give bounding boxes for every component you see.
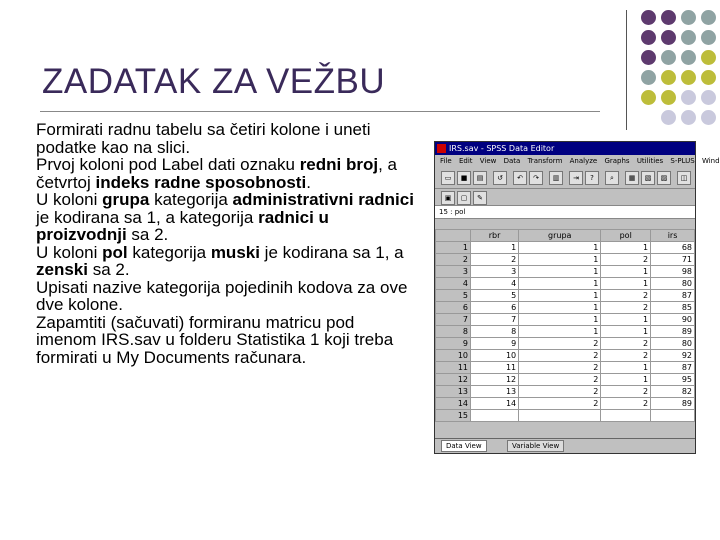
dot	[701, 110, 716, 125]
redo-icon[interactable]: ↷	[529, 171, 543, 185]
bold-text: pol	[102, 242, 128, 262]
paragraph	[36, 279, 416, 314]
data-grid	[435, 229, 695, 422]
data-cell[interactable]: 2	[601, 254, 651, 266]
data-cell[interactable]: 5	[471, 290, 519, 302]
data-cell[interactable]: 2	[519, 398, 601, 410]
row-number[interactable]: 5	[436, 290, 471, 302]
table-row	[436, 326, 695, 338]
text: , a četvrtoj	[36, 155, 397, 192]
data-cell[interactable]: 7	[471, 314, 519, 326]
goto-chart-icon[interactable]: ▥	[549, 171, 563, 185]
row-number[interactable]: 3	[436, 266, 471, 278]
find-icon[interactable]: ⌕	[605, 171, 619, 185]
table-row	[436, 290, 695, 302]
slide-body	[36, 121, 416, 366]
data-cell[interactable]: 11	[471, 362, 519, 374]
text: kategorija	[149, 190, 233, 209]
dot	[661, 110, 676, 125]
data-cell[interactable]: 1	[601, 278, 651, 290]
dot	[701, 90, 716, 105]
bold-text: muski	[210, 242, 260, 262]
table-row	[436, 398, 695, 410]
split-file-icon[interactable]: ▨	[657, 171, 671, 185]
menu-file[interactable]: File	[440, 157, 452, 165]
data-cell[interactable]: 12	[471, 374, 519, 386]
menu-graphs[interactable]: Graphs	[604, 157, 630, 165]
data-cell[interactable]	[601, 410, 651, 422]
data-cell[interactable]: 1	[519, 278, 601, 290]
data-cell[interactable]: 87	[651, 290, 695, 302]
table-row	[436, 338, 695, 350]
paragraph	[36, 191, 416, 244]
menu-bar	[435, 155, 720, 168]
insert-case-icon[interactable]: ▦	[625, 171, 639, 185]
data-cell[interactable]: 2	[601, 338, 651, 350]
value-labels-icon[interactable]: ◫	[677, 171, 691, 185]
dot	[701, 30, 716, 45]
text: je kodirana sa 1, a	[259, 242, 404, 262]
data-cell[interactable]: 1	[601, 314, 651, 326]
print-icon[interactable]: ▤	[473, 171, 487, 185]
row-number[interactable]: 6	[436, 302, 471, 314]
variables-icon[interactable]: ?	[585, 171, 599, 185]
data-cell[interactable]: 1	[519, 326, 601, 338]
data-cell[interactable]	[651, 410, 695, 422]
text: U koloni	[36, 242, 103, 262]
data-cell[interactable]: 6	[471, 302, 519, 314]
table-row	[436, 362, 695, 374]
row-number[interactable]: 2	[436, 254, 471, 266]
window-title: IRS.sav - SPSS Data Editor	[449, 144, 555, 153]
text: sa 2.	[87, 260, 130, 279]
text: .	[306, 172, 311, 192]
data-cell[interactable]: 89	[651, 398, 695, 410]
goto-case-icon[interactable]: ⇥	[569, 171, 583, 185]
dot	[641, 50, 656, 65]
toolbar-secondary	[435, 189, 695, 206]
dot	[681, 90, 696, 105]
row-number[interactable]: 9	[436, 338, 471, 350]
dot	[681, 30, 696, 45]
insert-variable-icon[interactable]: ▧	[641, 171, 655, 185]
data-cell[interactable]: 2	[601, 386, 651, 398]
dot	[661, 50, 676, 65]
data-cell[interactable]: 2	[519, 374, 601, 386]
text: U koloni	[36, 190, 103, 209]
dialog-recall-icon[interactable]: ↺	[493, 171, 507, 185]
show-all-icon[interactable]: ▢	[457, 191, 471, 205]
bold-text: grupa	[102, 190, 150, 209]
data-cell[interactable]: 1	[601, 266, 651, 278]
column-header-grupa[interactable]: grupa	[519, 230, 601, 242]
column-header-irs[interactable]: irs	[651, 230, 695, 242]
text: je kodirana sa 1, a kategorija	[36, 207, 259, 227]
use-sets-icon[interactable]: ▣	[441, 191, 455, 205]
table-row	[436, 242, 695, 254]
data-cell[interactable]: 98	[651, 266, 695, 278]
bold-text: administrativni radnici	[232, 190, 414, 209]
open-icon[interactable]: ▭	[441, 171, 455, 185]
dot	[701, 70, 716, 85]
table-row	[436, 314, 695, 326]
undo-icon[interactable]: ↶	[513, 171, 527, 185]
data-cell[interactable]: 71	[651, 254, 695, 266]
data-cell[interactable]: 82	[651, 386, 695, 398]
row-number[interactable]: 15	[436, 410, 471, 422]
text: Upisati nazive kategorija pojedinih kodova za ove dve kolone.	[36, 277, 408, 314]
save-icon[interactable]: ■	[457, 171, 471, 185]
data-cell[interactable]: 89	[651, 326, 695, 338]
dot	[661, 30, 676, 45]
data-cell[interactable]: 2	[601, 290, 651, 302]
data-cell[interactable]	[519, 410, 601, 422]
data-cell[interactable]: 1	[519, 266, 601, 278]
table-row	[436, 302, 695, 314]
slide-title: ZADATAK ZA VEŽBU	[42, 62, 386, 101]
data-cell[interactable]: 10	[471, 350, 519, 362]
bold-text: radnici u proizvodnji	[36, 207, 329, 244]
dot	[661, 10, 676, 25]
row-number[interactable]: 11	[436, 362, 471, 374]
row-number[interactable]: 13	[436, 386, 471, 398]
data-cell[interactable]: 1	[519, 314, 601, 326]
row-number[interactable]: 10	[436, 350, 471, 362]
text: sa 2.	[126, 225, 169, 244]
data-cell[interactable]: 1	[519, 242, 601, 254]
menu-transform[interactable]: Transform	[527, 157, 563, 165]
table-row	[436, 386, 695, 398]
dot	[701, 50, 716, 65]
app-icon	[437, 144, 446, 153]
spell-icon[interactable]: ✎	[473, 191, 487, 205]
dot	[681, 10, 696, 25]
data-cell[interactable]: 68	[651, 242, 695, 254]
dot	[661, 90, 676, 105]
column-header-pol[interactable]: pol	[601, 230, 651, 242]
data-cell[interactable]: 8	[471, 326, 519, 338]
dot	[681, 110, 696, 125]
menu-splus[interactable]: S-PLUS	[670, 157, 695, 165]
table-row	[436, 278, 695, 290]
dot	[661, 70, 676, 85]
row-number[interactable]: 1	[436, 242, 471, 254]
data-cell[interactable]: 95	[651, 374, 695, 386]
spss-window	[434, 141, 720, 454]
dot	[641, 90, 656, 105]
dot	[641, 30, 656, 45]
data-cell[interactable]: 1	[519, 302, 601, 314]
menu-view[interactable]: View	[479, 157, 497, 165]
data-cell[interactable]: 1	[601, 242, 651, 254]
menu-data[interactable]: Data	[503, 157, 521, 165]
table-row	[436, 410, 695, 422]
text: Formirati radnu tabelu sa četiri kolone i uneti podatke kao na slici.	[36, 120, 371, 157]
data-cell[interactable]: 1	[601, 362, 651, 374]
data-cell[interactable]	[471, 410, 519, 422]
data-cell[interactable]: 80	[651, 278, 695, 290]
text: kategorija	[127, 242, 211, 262]
dot	[681, 70, 696, 85]
data-cell[interactable]: 2	[601, 398, 651, 410]
paragraph	[36, 156, 416, 191]
divider-horizontal	[40, 111, 600, 112]
divider-vertical	[626, 10, 627, 130]
data-cell[interactable]: 2	[601, 350, 651, 362]
table-row	[436, 374, 695, 386]
menu-edit[interactable]: Edit	[458, 157, 473, 165]
paragraph	[36, 244, 416, 279]
text: Zapamtiti (sačuvati) formiranu matricu pod imenom IRS.sav u folderu Statistika 1 koji treba formirati u My Documents računara.	[36, 312, 394, 367]
data-cell[interactable]: 92	[651, 350, 695, 362]
data-cell[interactable]: 80	[651, 338, 695, 350]
data-cell[interactable]: 1	[601, 326, 651, 338]
tab-data-view[interactable]: Data View	[441, 440, 487, 452]
data-cell[interactable]: 1	[601, 374, 651, 386]
data-cell[interactable]: 2	[519, 350, 601, 362]
bold-text: redni broj	[299, 155, 379, 174]
data-cell[interactable]: 1	[471, 242, 519, 254]
row-number[interactable]: 14	[436, 398, 471, 410]
data-cell[interactable]: 14	[471, 398, 519, 410]
grid-body	[436, 242, 695, 422]
data-cell[interactable]: 2	[471, 254, 519, 266]
data-cell[interactable]: 1	[519, 290, 601, 302]
tab-variable-view[interactable]: Variable View	[507, 440, 564, 452]
view-tabs	[435, 438, 695, 453]
data-cell[interactable]: 13	[471, 386, 519, 398]
column-header-rbr[interactable]: rbr	[471, 230, 519, 242]
text: Prvoj koloni pod Label dati oznaku	[36, 155, 300, 174]
dot	[681, 50, 696, 65]
table-row	[436, 266, 695, 278]
corner-cell[interactable]	[436, 230, 471, 242]
data-cell[interactable]: 4	[471, 278, 519, 290]
bold-text: zenski	[36, 260, 88, 279]
data-cell[interactable]: 90	[651, 314, 695, 326]
table-row	[436, 254, 695, 266]
paragraph	[36, 314, 416, 367]
paragraph	[36, 121, 416, 156]
bold-text: indeks radne sposobnosti	[95, 172, 307, 192]
row-number[interactable]: 7	[436, 314, 471, 326]
menu-window[interactable]: Wind	[701, 157, 720, 165]
row-number[interactable]: 12	[436, 374, 471, 386]
dot	[701, 10, 716, 25]
data-cell[interactable]: 2	[519, 362, 601, 374]
data-cell[interactable]: 1	[519, 254, 601, 266]
data-cell[interactable]: 3	[471, 266, 519, 278]
dot	[641, 70, 656, 85]
dot	[641, 10, 656, 25]
row-number[interactable]: 4	[436, 278, 471, 290]
data-cell[interactable]: 85	[651, 302, 695, 314]
data-cell[interactable]: 9	[471, 338, 519, 350]
menu-analyze[interactable]: Analyze	[569, 157, 598, 165]
data-cell[interactable]: 2	[519, 338, 601, 350]
data-cell[interactable]: 2	[601, 302, 651, 314]
table-row	[436, 350, 695, 362]
data-cell[interactable]: 2	[519, 386, 601, 398]
menu-utilities[interactable]: Utilities	[636, 157, 664, 165]
row-number[interactable]: 8	[436, 326, 471, 338]
data-cell[interactable]: 87	[651, 362, 695, 374]
window-titlebar[interactable]	[435, 142, 695, 155]
toolbar-main	[435, 168, 695, 189]
cell-reference[interactable]: 15 : pol	[435, 206, 695, 219]
